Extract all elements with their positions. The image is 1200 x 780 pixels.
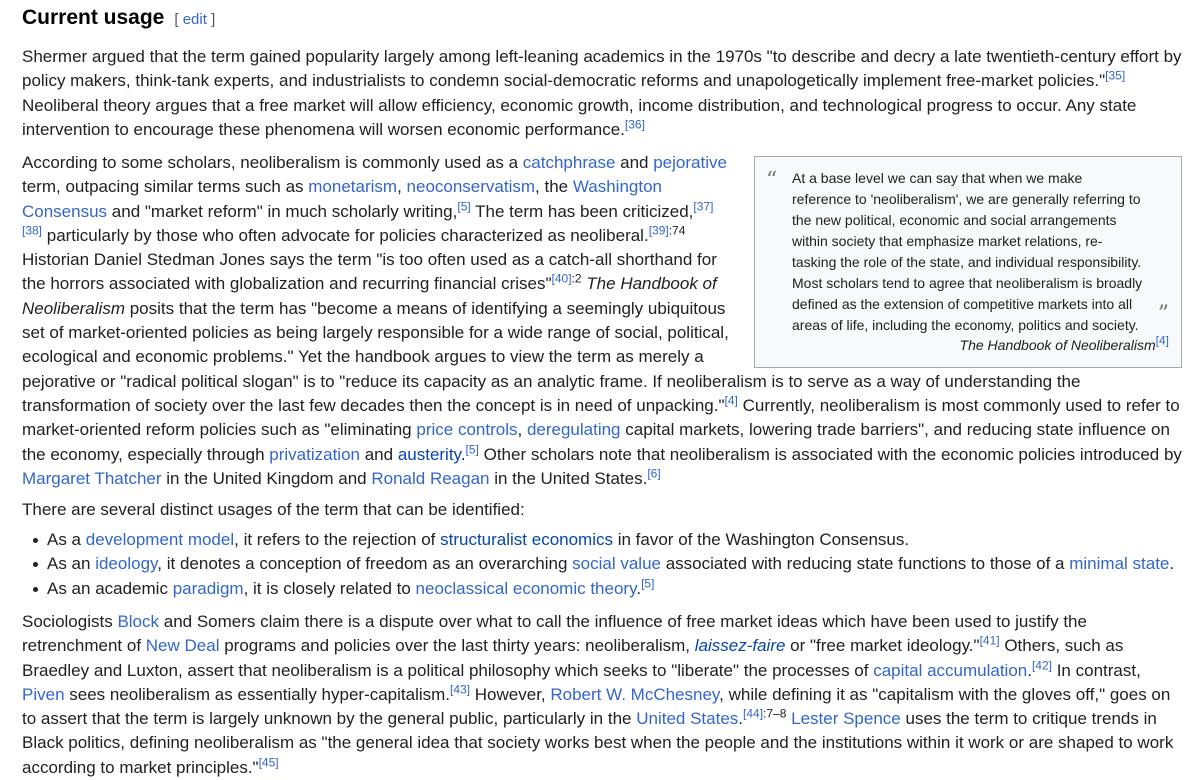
link-lester-spence[interactable]: Lester Spence (791, 709, 901, 729)
link-ronald-reagan[interactable]: Ronald Reagan (371, 468, 490, 488)
text: Currently, neoliberalism is most commonly used to refer to market-oriented reform policies such as "eliminating (22, 395, 1180, 440)
text: , it refers to the rejection of (234, 530, 441, 549)
text: , it denotes a conception of freedom as an overarching (157, 554, 573, 574)
text: in favor of the Washington Consensus. (613, 530, 910, 549)
text: . (636, 578, 642, 598)
text: and "market reform" in much scholarly writing, (107, 201, 458, 221)
quote-source-title: The Handbook of Neoliberalism (959, 337, 1156, 353)
list-item (22, 528, 1182, 552)
link-laissez-faire-text: laissez-faire (694, 636, 786, 656)
text: In contrast, (1051, 660, 1141, 680)
link-united-states[interactable]: United States (636, 709, 739, 729)
edit-link[interactable]: edit (182, 11, 207, 28)
list-item (22, 577, 1182, 601)
link-washington-consensus[interactable]: Washington Consensus (22, 177, 663, 221)
citation-5[interactable]: [5] (457, 198, 471, 213)
text: Others, such as Braedley and Luxton, assert that neoliberalism is a political philosophy which seeks to "liberate" the processes of (22, 636, 1124, 680)
link-deregulating[interactable]: deregulating (526, 420, 621, 440)
text: Sociologists (22, 612, 118, 631)
text: , it is closely related to (243, 578, 416, 598)
citation-41[interactable]: [41] (979, 633, 1000, 648)
citation-5[interactable]: [5] (465, 441, 479, 456)
link-structuralist-economics[interactable]: structuralist economics (440, 530, 613, 549)
page-ref: :74 (668, 223, 686, 238)
text: and (360, 444, 398, 464)
citation-43[interactable]: [43] (450, 682, 471, 697)
edit-section (174, 11, 215, 28)
open-quote-icon: “ (766, 168, 778, 193)
text: . (1169, 554, 1175, 574)
usages-list (22, 528, 1182, 601)
text: As an academic (47, 578, 173, 598)
book-title: The Handbook of Neoliberalism (22, 274, 717, 318)
text: As an (47, 554, 96, 574)
citation-42[interactable]: [42] (1031, 657, 1052, 672)
text: sees neoliberalism as essentially hyper-capitalism. (64, 684, 451, 704)
text: particularly by those who often advocate for policies characterized as neoliberal. (42, 225, 649, 245)
link-block[interactable]: Block (117, 612, 160, 631)
text: . (1027, 660, 1032, 680)
text: . (738, 709, 744, 729)
text: capital markets, lowering trade barriers", and reducing state influence on the economy, especially through (22, 420, 1170, 464)
text: Other scholars note that neoliberalism is associated with the economic policies introduced by (478, 444, 1182, 464)
link-pejorative[interactable]: pejorative (653, 153, 727, 172)
text: in the United Kingdom and (161, 468, 372, 488)
text: term, outpacing similar terms such as (22, 177, 309, 197)
citation-35[interactable]: [35] (1105, 68, 1126, 83)
section-title: Current usage (22, 6, 165, 29)
link-price-controls[interactable]: price controls (416, 420, 518, 440)
citation-6[interactable]: [6] (647, 466, 661, 481)
link-capital-accumulation[interactable]: capital accumulation (873, 660, 1028, 680)
text: However, (470, 684, 551, 704)
text: The term has been criticized, (470, 201, 694, 221)
text: associated with reducing state functions to those of a (660, 554, 1070, 574)
link-minimal-state[interactable]: minimal state (1069, 554, 1170, 574)
link-ideology[interactable]: ideology (95, 554, 158, 574)
link-piven[interactable]: Piven (22, 684, 65, 704)
text: in the United States. (489, 468, 648, 488)
link-robert-mcchesney[interactable]: Robert W. McChesney (550, 684, 720, 704)
text: posits that the term has "become a means of identifying a seemingly ubiquitous set of market-oriented policies as being largely responsible for a wide range of social, political, ecological and economic problems." Yet the handbook argues to view the term as merely a pejorative or "radical political slogan" is to "reduce its capacity as an analytic frame. If neoliberalism is to serve as a way of understanding the transformation of society over the last few decades then the concept is in need of unpacking." (22, 298, 1081, 415)
citation-44[interactable]: [44] (743, 706, 764, 721)
quote-text: At a base level we can say that when we make reference to 'neoliberalism', we are generally referring to the new political, economic and social arrangements within society that emphasize market relations, re-tasking the role of the state, and individual responsibility. Most scholars tend to agree that neoliberalism is broadly defined as the extension of competitive markets into all areas of life, including the economy, politics and society. (792, 170, 1143, 333)
citation-38[interactable]: [38] (22, 223, 43, 238)
bullet-icon (33, 587, 38, 592)
citation-5[interactable]: [5] (641, 575, 655, 590)
link-neoclassical-economic-theory[interactable]: neoclassical economic theory (415, 578, 637, 598)
link-paradigm[interactable]: paradigm (172, 578, 244, 598)
blockquote-handbook (754, 156, 1182, 368)
text: . (460, 444, 466, 464)
citation-4[interactable]: [4] (1155, 333, 1169, 348)
citation-36[interactable]: [36] (624, 117, 645, 132)
link-development-model[interactable]: development model (85, 530, 235, 549)
citation-37[interactable]: [37] (693, 198, 714, 213)
link-margaret-thatcher[interactable]: Margaret Thatcher (22, 468, 162, 488)
text: , the (535, 177, 573, 197)
bullet-icon (33, 538, 38, 543)
link-social-value[interactable]: social value (572, 554, 661, 574)
citation-4[interactable]: [4] (724, 393, 738, 408)
edit-bracket-close: ] (211, 11, 216, 28)
paragraph-sociologists (22, 610, 1182, 780)
text: or "free market ideology." (785, 636, 980, 656)
paragraph-shermer (22, 45, 1182, 142)
text: As a (47, 530, 86, 549)
paragraph-usages-intro: There are several distinct usages of the term that can be identified: (22, 500, 525, 519)
text: According to some scholars, neoliberalism is commonly used as a (22, 153, 523, 172)
link-laissez-faire[interactable] (695, 636, 786, 655)
bullet-icon (33, 562, 38, 567)
link-catchphrase[interactable]: catchphrase (522, 153, 616, 172)
link-monetarism[interactable]: monetarism (308, 177, 398, 197)
link-neoconservatism[interactable]: neoconservatism (406, 177, 536, 197)
text: programs and policies over the last thirty years: neoliberalism, (219, 636, 695, 656)
page-ref: :7–8 (763, 706, 787, 721)
section-heading (22, 6, 215, 30)
text: Historian Daniel Stedman Jones says the term "is too often used as a catch-all shorthand for the horrors associated with globalization and recurring financial crises" (22, 250, 717, 294)
link-austerity[interactable]: austerity (397, 444, 461, 464)
link-privatization[interactable]: privatization (269, 444, 360, 464)
text: and (615, 153, 654, 172)
close-quote-icon: ” (1157, 302, 1169, 327)
text: Shermer argued that the term gained popularity largely among left-leaning academics in the 1970s "to describe and decry a late twentieth-century effort by policy makers, think-tank experts, and industrialists to condemn social-democratic reforms and unapologetically implement free-market policies." (22, 47, 1182, 91)
citation-40[interactable]: [40] (551, 271, 572, 286)
text: Neoliberal theory argues that a free market will allow efficiency, economic growth, income distribution, and technological progress to occur. Any state intervention to encourage these phenomena will worsen economic performance. (22, 95, 1137, 139)
text: and Somers claim there is a dispute over what to call the influence of free market ideas which have been used to justify the retrenchment of (22, 612, 1087, 656)
text: , while defining it as "capitalism with the gloves off," goes on to assert that the term is largely unknown by the general public, particularly in the (22, 684, 1171, 729)
list-item (22, 552, 1182, 576)
text: , (397, 177, 407, 197)
page-ref: :2 (571, 271, 582, 286)
link-new-deal[interactable]: New Deal (145, 636, 220, 656)
quote-source (960, 335, 1169, 356)
text: , (517, 420, 527, 440)
citation-39[interactable]: [39] (648, 223, 669, 238)
text: uses the term to critique trends in Black politics, defining neoliberalism as "the general idea that society works best when the people and the institutions within it work or are shaped to work according to market principles." (22, 709, 1174, 777)
paragraph-scholars (22, 151, 1182, 491)
edit-bracket-open: [ (174, 11, 179, 28)
citation-45[interactable]: [45] (258, 755, 279, 770)
